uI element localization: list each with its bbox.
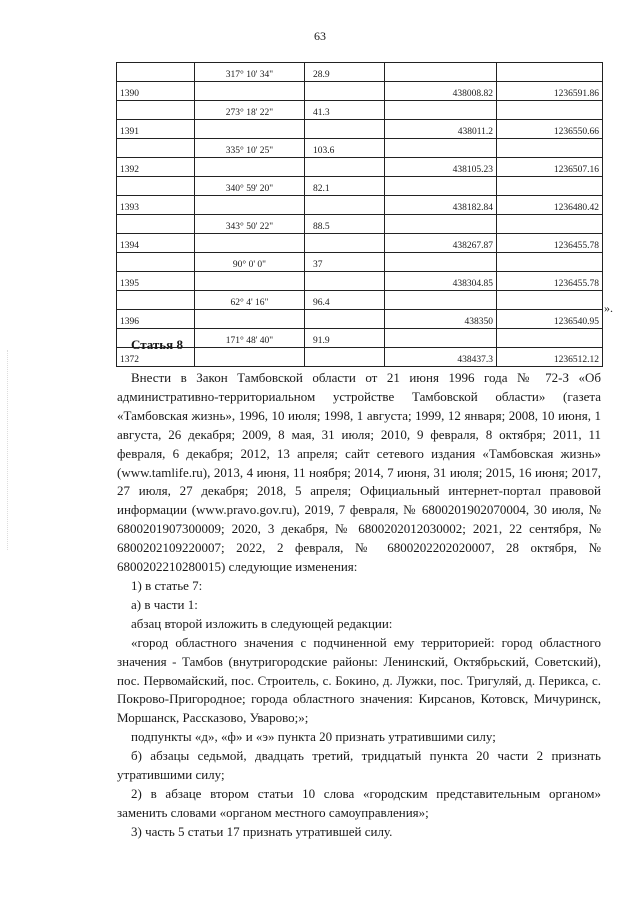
y-coordinate-cell <box>497 101 603 120</box>
x-coordinate-cell <box>385 63 497 82</box>
paragraph: Внести в Закон Тамбовской области от 21 июня 1996 года № 72-З «Об административно-территориальном устройстве Тамбовской области» (газета «Тамбовская жизнь», 1996, 10 июля; 1998, 1 августа; 1999, 12 января; 2008, 10 июня, 1 августа, 26 декабря; 2009, 8 мая, 31 июля; 2010, 9 февраля, 8 октября; 2011, 11 февраля, 6 декабря; 2012, 13 апреля; сайт сетевого издания «Тамбовская жизнь» (www.tamlife.ru), 2013, 4 июня, 11 ноября; 2014, 7 июня, 31 июля; 2015, 16 июня; 2017, 27 июля, 27 декабря; 2018, 5 апреля; Официальный интернет-портал правовой информации (www.pravo.gov.ru), 2019, 7 февраля, № 6800201902070004, 30 июля, № 6800201907300009; 2020, 3 декабря, № 6800202012030002; 2021, 22 сентября, № 6800202109220007; 2022, 2 февраля, № 6800202202020007, 28 октября, № 6800202210280015) следующие изменения: <box>117 370 601 575</box>
y-coordinate-cell: 1236512.12 <box>497 348 603 367</box>
point-number-cell: 1394 <box>117 234 195 253</box>
angle-cell: 273° 18' 22" <box>195 101 305 120</box>
x-coordinate-cell: 438267.87 <box>385 234 497 253</box>
paragraph: а) в части 1: <box>131 596 198 612</box>
point-number-cell: 1395 <box>117 272 195 291</box>
y-coordinate-cell: 1236455.78 <box>497 234 603 253</box>
table-row <box>117 120 603 139</box>
table-row <box>117 272 603 291</box>
y-coordinate-cell: 1236540.95 <box>497 310 603 329</box>
x-coordinate-cell: 438350 <box>385 310 497 329</box>
y-coordinate-cell: 1236591.86 <box>497 82 603 101</box>
paragraph: 2) в абзаце втором статьи 10 слова «городским представительным органом» заменить словами «органом местного самоуправления»; <box>117 785 601 820</box>
angle-cell: 317° 10' 34" <box>195 63 305 82</box>
distance-cell <box>305 348 385 367</box>
distance-cell: 28.9 <box>305 63 385 82</box>
angle-cell: 335° 10' 25" <box>195 139 305 158</box>
x-coordinate-cell <box>385 253 497 272</box>
angle-cell <box>195 272 305 291</box>
table-row <box>117 177 603 196</box>
article-heading: Статья 8 <box>131 337 183 352</box>
distance-cell: 37 <box>305 253 385 272</box>
point-number-cell <box>117 291 195 310</box>
y-coordinate-cell <box>497 177 603 196</box>
angle-cell: 90° 0' 0" <box>195 253 305 272</box>
distance-cell <box>305 234 385 253</box>
y-coordinate-cell: 1236507.16 <box>497 158 603 177</box>
angle-cell <box>195 196 305 215</box>
article-body <box>117 369 601 842</box>
table-row <box>117 291 603 310</box>
distance-cell <box>305 158 385 177</box>
y-coordinate-cell <box>497 253 603 272</box>
x-coordinate-cell <box>385 139 497 158</box>
point-number-cell: 1372 <box>117 348 195 367</box>
point-number-cell: 1391 <box>117 120 195 139</box>
paragraph: 3) часть 5 статьи 17 признать утратившей силу. <box>131 823 393 839</box>
x-coordinate-cell: 438105.23 <box>385 158 497 177</box>
point-number-cell: 1393 <box>117 196 195 215</box>
point-number-cell: 1390 <box>117 82 195 101</box>
table-row <box>117 158 603 177</box>
y-coordinate-cell: 1236550.66 <box>497 120 603 139</box>
paragraph: «город областного значения с подчиненной ему территорией: город областного значения - Тамбов (внутригородские районы: Ленинский, Октябрьский, Советский), пос. Первомайский, пос. Строитель, с. Бокино, д. Лужки, пос. Тригуляй, д. Перикса, с. Покрово-Пригородное; города областного значения: Кирсанов, Котовск, Мичуринск, Моршанск, Рассказово, Уварово;»; <box>117 634 601 726</box>
angle-cell <box>195 158 305 177</box>
x-coordinate-cell: 438182.84 <box>385 196 497 215</box>
table-row <box>117 253 603 272</box>
angle-cell <box>195 348 305 367</box>
angle-cell: 343° 50' 22" <box>195 215 305 234</box>
angle-cell: 62° 4' 16" <box>195 291 305 310</box>
point-number-cell: 1396 <box>117 310 195 329</box>
distance-cell <box>305 272 385 291</box>
y-coordinate-cell <box>497 329 603 348</box>
paragraph: 1) в статье 7: <box>131 577 203 593</box>
point-number-cell <box>117 215 195 234</box>
point-number-cell <box>117 177 195 196</box>
x-coordinate-cell: 438437.3 <box>385 348 497 367</box>
paragraph: абзац второй изложить в следующей редакции: <box>131 615 393 631</box>
paragraph: подпункты «д», «ф» и «э» пункта 20 признать утратившими силу; <box>131 729 496 745</box>
table-row <box>117 101 603 120</box>
x-coordinate-cell: 438304.85 <box>385 272 497 291</box>
y-coordinate-cell: 1236480.42 <box>497 196 603 215</box>
x-coordinate-cell <box>385 291 497 310</box>
y-coordinate-cell <box>497 139 603 158</box>
point-number-cell <box>117 253 195 272</box>
distance-cell: 88.5 <box>305 215 385 234</box>
page-number: 63 <box>314 29 326 43</box>
x-coordinate-cell: 438008.82 <box>385 82 497 101</box>
distance-cell: 82.1 <box>305 177 385 196</box>
point-number-cell <box>117 139 195 158</box>
distance-cell <box>305 120 385 139</box>
table-row <box>117 310 603 329</box>
table-row <box>117 329 603 348</box>
point-number-cell <box>117 63 195 82</box>
y-coordinate-cell <box>497 215 603 234</box>
x-coordinate-cell <box>385 329 497 348</box>
angle-cell: 340° 59' 20" <box>195 177 305 196</box>
table-row <box>117 215 603 234</box>
y-coordinate-cell: 1236455.78 <box>497 272 603 291</box>
distance-cell: 91.9 <box>305 329 385 348</box>
angle-cell: 171° 48' 40" <box>195 329 305 348</box>
y-coordinate-cell <box>497 291 603 310</box>
margin-stamp <box>7 350 14 550</box>
distance-cell: 96.4 <box>305 291 385 310</box>
distance-cell: 103.6 <box>305 139 385 158</box>
distance-cell: 41.3 <box>305 101 385 120</box>
closing-quote: ». <box>604 301 613 315</box>
table-row <box>117 139 603 158</box>
table-row <box>117 348 603 367</box>
angle-cell <box>195 234 305 253</box>
x-coordinate-cell: 438011.2 <box>385 120 497 139</box>
point-number-cell <box>117 101 195 120</box>
distance-cell <box>305 196 385 215</box>
x-coordinate-cell <box>385 101 497 120</box>
x-coordinate-cell <box>385 177 497 196</box>
distance-cell <box>305 82 385 101</box>
angle-cell <box>195 120 305 139</box>
table-row <box>117 196 603 215</box>
angle-cell <box>195 82 305 101</box>
boundary-coordinates-table <box>116 62 603 367</box>
distance-cell <box>305 310 385 329</box>
point-number-cell: 1392 <box>117 158 195 177</box>
paragraph: б) абзацы седьмой, двадцать третий, тридцатый пункта 20 части 2 признать утратившими силу; <box>117 748 601 783</box>
x-coordinate-cell <box>385 215 497 234</box>
y-coordinate-cell <box>497 63 603 82</box>
angle-cell <box>195 310 305 329</box>
table-row <box>117 82 603 101</box>
table-row <box>117 234 603 253</box>
table-row <box>117 63 603 82</box>
